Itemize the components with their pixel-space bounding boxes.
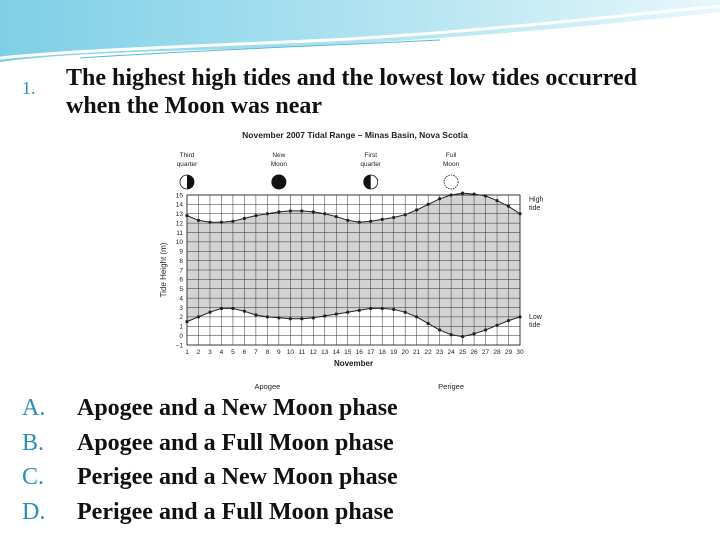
x-tick-label: 22: [424, 349, 432, 356]
low-tide-point: [358, 309, 361, 312]
high-tide-label: High: [529, 196, 544, 204]
low-tide-point: [243, 310, 246, 313]
answer-text: Perigee and a New Moon phase: [77, 464, 398, 490]
y-tick-label: 10: [175, 239, 183, 247]
low-tide-point: [312, 316, 315, 319]
chart-title: November 2007 Tidal Range – Minas Basin, Nova Scotia: [242, 130, 468, 140]
low-tide-point: [197, 315, 200, 318]
answer-letter: A.: [22, 395, 46, 421]
x-tick-label: 16: [355, 349, 363, 356]
x-tick-label: 6: [242, 349, 247, 356]
answer-option-c[interactable]: [22, 464, 702, 499]
moon-phase-label: First: [364, 152, 378, 159]
high-tide-point: [461, 192, 464, 195]
answer-letter: B.: [22, 429, 45, 456]
low-tide-point: [415, 315, 418, 318]
high-tide-point: [427, 203, 430, 206]
moon-phase-label: New: [272, 152, 286, 159]
x-tick-label: 15: [344, 349, 352, 356]
low-tide-label: tide: [529, 322, 541, 330]
decorative-banner: [0, 0, 720, 70]
answer-option-d[interactable]: [22, 499, 702, 534]
high-tide-point: [277, 210, 280, 213]
y-tick-label: 15: [175, 192, 183, 200]
x-tick-label: 7: [254, 349, 258, 356]
high-tide-point: [300, 209, 303, 212]
high-tide-point: [323, 212, 326, 215]
low-tide-point: [346, 311, 349, 314]
low-tide-point: [208, 311, 211, 314]
low-tide-point: [266, 315, 269, 318]
x-tick-label: 25: [458, 349, 467, 356]
x-tick-label: 24: [447, 349, 455, 356]
x-tick-label: 14: [332, 349, 340, 356]
moon-phase-label: Moon: [442, 161, 460, 168]
low-tide-point: [231, 307, 234, 310]
low-tide-point: [289, 317, 292, 320]
y-tick-label: 1: [179, 323, 183, 331]
x-tick-label: 12: [309, 349, 317, 356]
new-moon-icon: [272, 175, 286, 189]
moon-phase-label: Moon: [270, 161, 287, 168]
moon-phase-label: quarter: [176, 161, 198, 168]
moon-phase-label: quarter: [360, 161, 382, 168]
y-tick-label: 4: [179, 295, 183, 303]
x-tick-label: 4: [219, 349, 224, 356]
y-tick-label: 3: [179, 304, 183, 312]
y-tick-label: 11: [176, 229, 183, 237]
y-tick-label: 7: [179, 267, 183, 275]
low-tide-point: [450, 333, 453, 336]
high-tide-point: [312, 210, 315, 213]
low-tide-point: [404, 311, 407, 314]
high-tide-point: [369, 220, 372, 223]
low-tide-point: [381, 307, 384, 310]
y-tick-label: 12: [175, 220, 183, 228]
high-tide-point: [381, 218, 384, 221]
high-tide-point: [197, 219, 200, 222]
high-tide-point: [450, 193, 453, 196]
full-moon-icon: [444, 175, 458, 189]
high-tide-point: [289, 209, 292, 212]
x-tick-label: 20: [401, 349, 409, 356]
high-tide-point: [208, 221, 211, 224]
x-tick-label: 17: [367, 349, 375, 356]
x-tick-label: 30: [516, 349, 524, 356]
low-tide-point: [335, 312, 338, 315]
x-tick-label: 18: [378, 349, 386, 356]
x-tick-label: 2: [196, 349, 201, 356]
answer-letter: C.: [22, 464, 45, 490]
x-tick-label: 13: [321, 349, 329, 356]
answer-letter: D.: [22, 498, 46, 525]
y-tick-label: 8: [179, 257, 183, 265]
high-tide-point: [254, 214, 257, 217]
x-tick-label: 23: [436, 349, 444, 356]
y-tick-label: 13: [175, 211, 183, 219]
y-tick-label: 2: [179, 314, 183, 322]
x-tick-label: 10: [286, 349, 294, 356]
high-tide-point: [346, 219, 349, 222]
x-tick-label: 19: [390, 349, 398, 356]
x-tick-label: 28: [493, 349, 501, 356]
high-tide-point: [266, 212, 269, 215]
tidal-range-chart: [155, 127, 555, 395]
high-tide-point: [484, 194, 487, 197]
low-tide-point: [507, 319, 510, 322]
y-tick-label: 14: [175, 201, 183, 209]
y-tick-label: 9: [179, 248, 183, 256]
low-tide-point: [369, 307, 372, 310]
moon-phase-label: Full: [445, 152, 457, 159]
x-tick-label: 29: [504, 349, 513, 356]
tidal-range-area: [187, 193, 520, 337]
low-tide-point: [300, 317, 303, 320]
high-tide-point: [243, 217, 246, 220]
moon-phase-label: Third: [179, 152, 195, 159]
low-tide-point: [277, 316, 280, 319]
tidal-range-chart-figure: [155, 127, 555, 395]
high-tide-point: [220, 221, 223, 224]
x-tick-label: 5: [231, 349, 235, 356]
x-tick-label: 11: [298, 349, 306, 356]
high-tide-point: [404, 213, 407, 216]
low-tide-point: [472, 332, 475, 335]
high-tide-point: [518, 212, 521, 215]
high-tide-point: [392, 216, 395, 219]
x-tick-label: 8: [265, 349, 270, 356]
first-quarter-moon-shade: [364, 175, 371, 189]
high-tide-point: [472, 192, 475, 195]
x-tick-label: 27: [481, 349, 490, 356]
high-tide-point: [415, 208, 418, 211]
high-tide-point: [495, 199, 498, 202]
low-tide-point: [220, 307, 223, 310]
low-tide-label: Low: [529, 313, 542, 321]
third-quarter-moon-shade: [187, 175, 194, 189]
question-number: 1.: [22, 78, 36, 98]
apogee-label: Apogee: [254, 382, 281, 391]
x-tick-label: 1: [185, 349, 189, 356]
high-tide-point: [507, 205, 510, 208]
low-tide-point: [461, 335, 464, 338]
high-tide-point: [185, 214, 188, 217]
y-tick-label: −1: [175, 342, 183, 350]
answer-text: Apogee and a New Moon phase: [77, 395, 398, 421]
low-tide-point: [392, 308, 395, 311]
x-axis-label: November: [333, 359, 374, 368]
question-text: The highest high tides and the lowest low tides occurred when the Moon was near: [66, 65, 637, 119]
answer-text: Perigee and a Full Moon phase: [77, 498, 394, 525]
y-tick-label: 6: [179, 276, 183, 284]
low-tide-point: [495, 324, 498, 327]
low-tide-point: [254, 313, 257, 316]
low-tide-point: [185, 320, 188, 323]
x-tick-label: 3: [208, 349, 212, 356]
high-tide-point: [438, 197, 441, 200]
y-axis-label: Tide Height (m): [159, 242, 168, 298]
low-tide-point: [438, 328, 441, 331]
high-tide-point: [335, 215, 338, 218]
y-tick-label: 0: [179, 332, 183, 340]
answer-list: [22, 395, 702, 533]
low-tide-point: [323, 314, 326, 317]
low-tide-point: [518, 315, 521, 318]
high-tide-point: [231, 220, 234, 223]
high-tide-point: [358, 221, 361, 224]
perigee-label: Perigee: [438, 382, 465, 391]
x-tick-label: 9: [277, 349, 281, 356]
answer-option-b[interactable]: [22, 430, 702, 465]
answer-text: Apogee and a Full Moon phase: [77, 429, 394, 456]
x-tick-label: 21: [413, 349, 421, 356]
y-tick-label: 5: [179, 286, 183, 294]
low-tide-point: [427, 322, 430, 325]
high-tide-label: tide: [529, 205, 541, 212]
x-tick-label: 26: [470, 349, 478, 356]
low-tide-point: [484, 328, 487, 331]
answer-option-a[interactable]: [22, 395, 702, 430]
